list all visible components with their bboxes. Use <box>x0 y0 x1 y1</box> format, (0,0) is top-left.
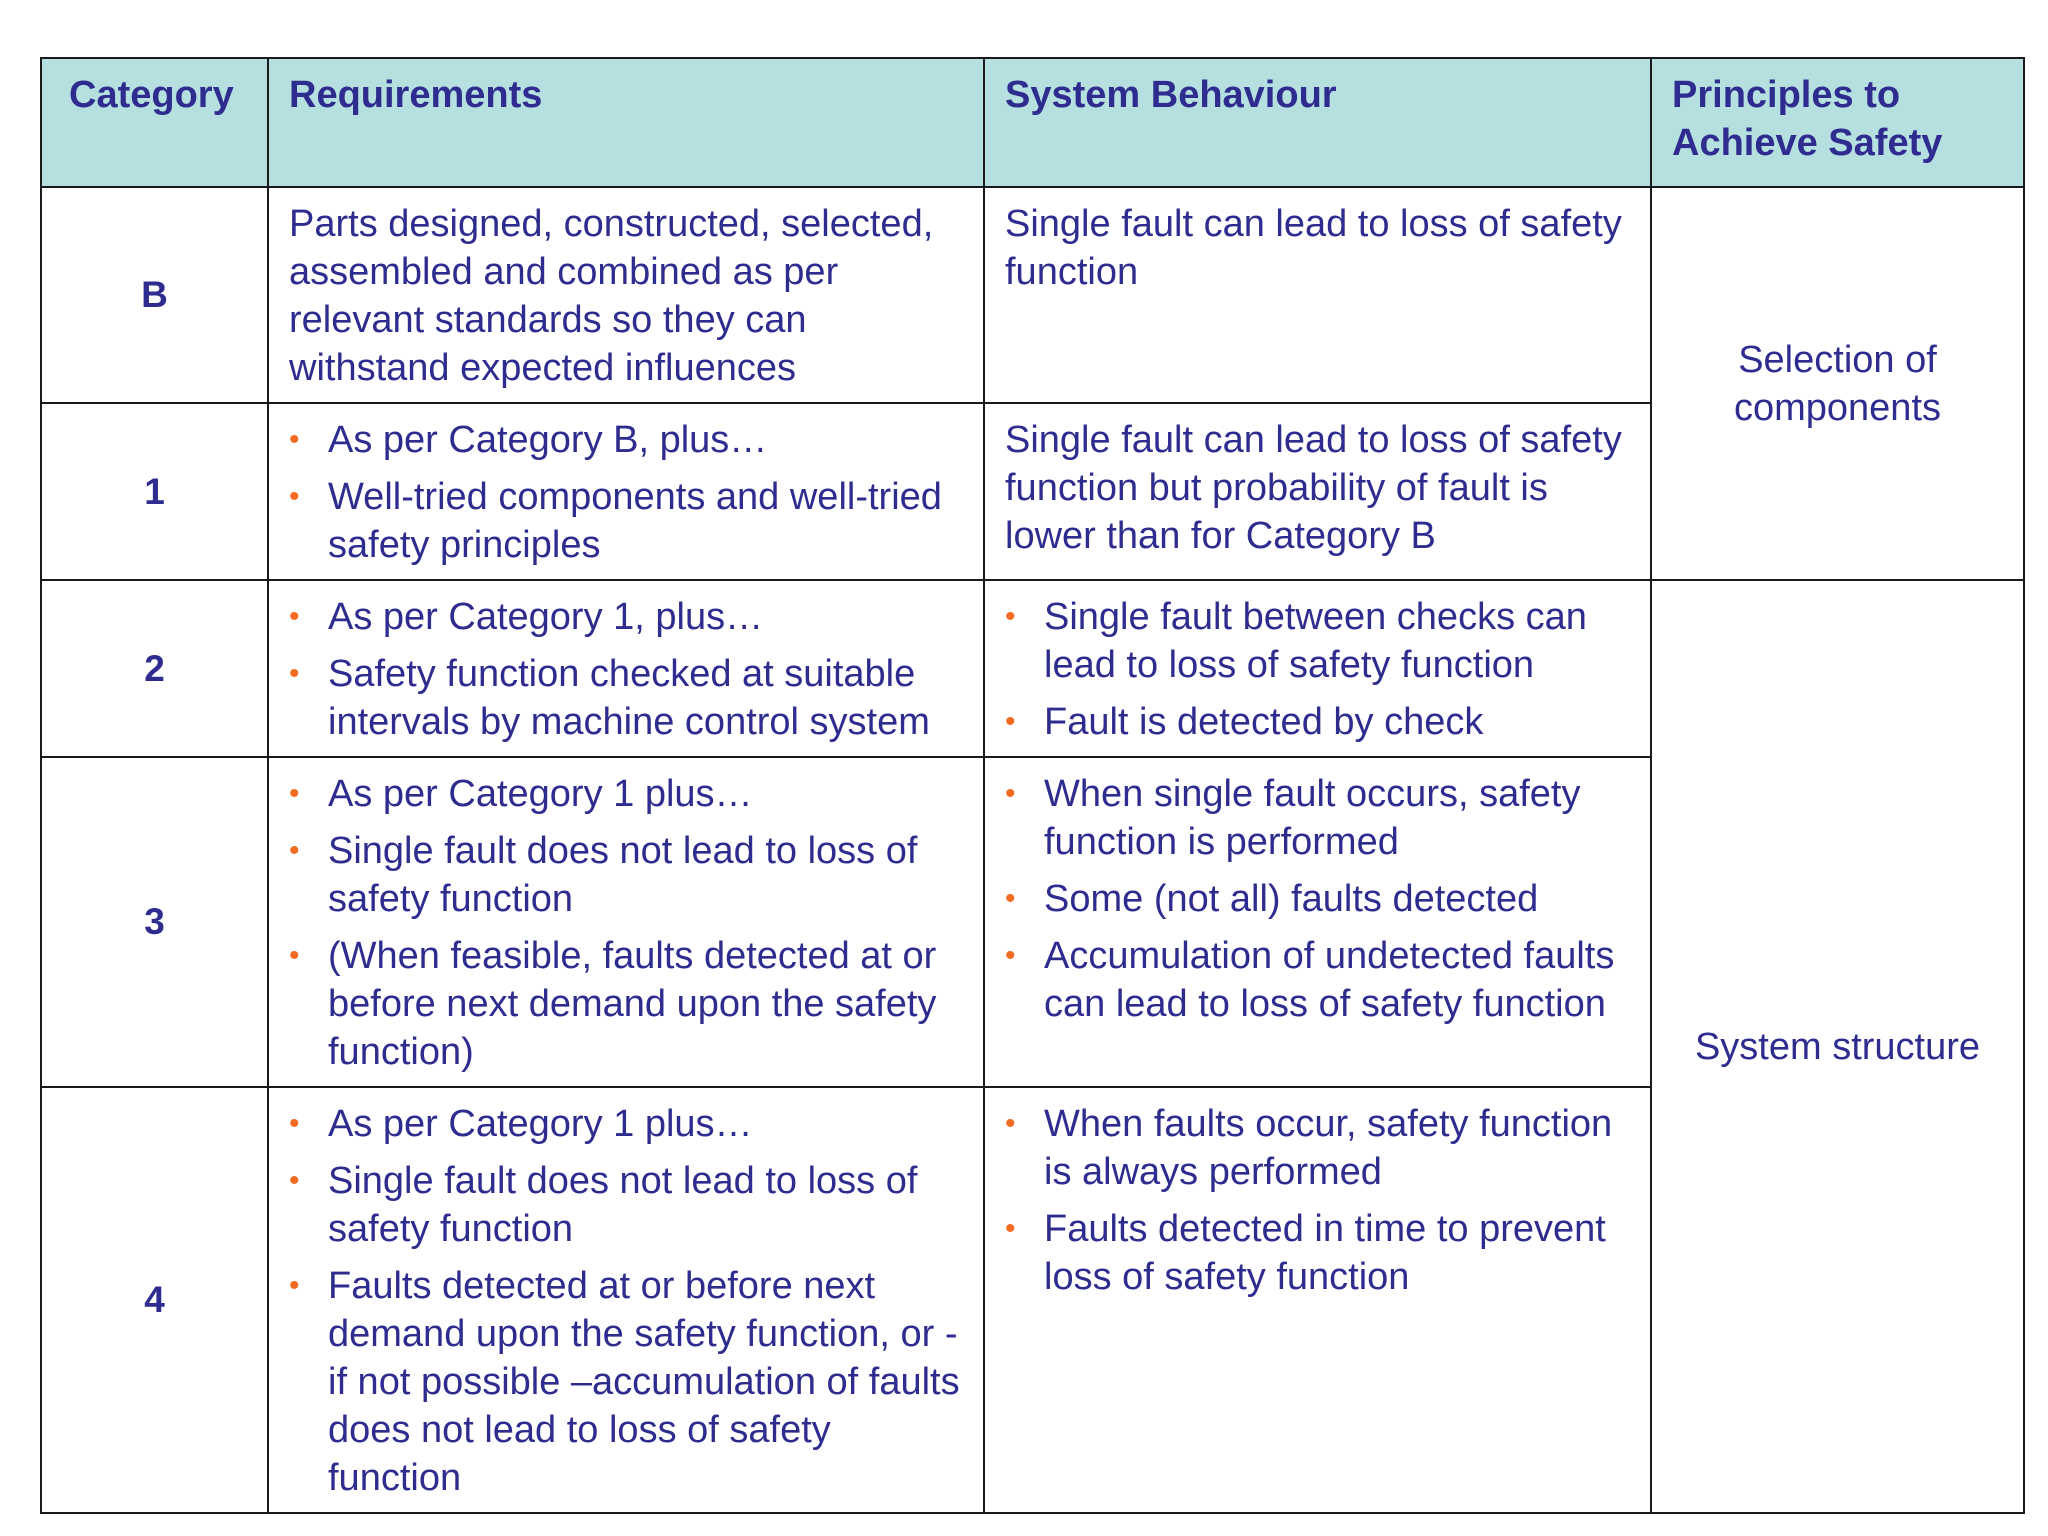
safety-category-table <box>40 57 2025 1514</box>
category-cell: 2 <box>41 580 268 757</box>
requirements-cell <box>268 1087 984 1513</box>
requirements-cell: Parts designed, constructed, selected, assembled and combined as per relevant standards so they can withstand expected influences <box>268 187 984 403</box>
behaviour-cell <box>984 580 1651 757</box>
list-item: • Accumulation of undetected faults can lead to loss of safety function <box>1005 932 1630 1028</box>
list-item: • As per Category B, plus… <box>289 416 963 464</box>
table-row-b <box>41 187 2024 403</box>
requirements-cell <box>268 580 984 757</box>
header-requirements: Requirements <box>268 58 984 187</box>
behaviour-cell: Single fault can lead to loss of safety function <box>984 187 1651 403</box>
header-principles <box>1651 58 2024 187</box>
list-item: • Faults detected at or before next demand upon the safety function, or - if not possible –accumulation of faults does not lead to loss of safety function <box>289 1262 963 1502</box>
category-cell: B <box>41 187 268 403</box>
category-cell: 1 <box>41 403 268 580</box>
category-cell: 3 <box>41 757 268 1087</box>
principle-system-structure: System structure <box>1651 580 2024 1513</box>
header-system-behaviour: System Behaviour <box>984 58 1651 187</box>
list-item: • Safety function checked at suitable intervals by machine control system <box>289 650 963 746</box>
list-item: • Well-tried components and well-tried safety principles <box>289 473 963 569</box>
header-category: Category <box>41 58 268 187</box>
header-principles-line2: Achieve Safety <box>1672 122 1943 164</box>
principle-line: Selection of <box>1738 338 1937 381</box>
list-item: • As per Category 1, plus… <box>289 593 963 641</box>
list-item: • (When feasible, faults detected at or before next demand upon the safety function) <box>289 932 963 1076</box>
list-item: • As per Category 1 plus… <box>289 770 963 818</box>
list-item: • Single fault between checks can lead to loss of safety function <box>1005 593 1630 689</box>
list-item: • When faults occur, safety function is always performed <box>1005 1100 1630 1196</box>
header-principles-line1: Principles to <box>1672 74 1901 116</box>
list-item: • Single fault does not lead to loss of safety function <box>289 827 963 923</box>
principle-line: components <box>1733 386 1941 429</box>
list-item: • Faults detected in time to prevent loss of safety function <box>1005 1205 1630 1301</box>
principle-selection-of-components <box>1651 187 2024 580</box>
table-row-2 <box>41 580 2024 757</box>
requirements-cell <box>268 403 984 580</box>
requirements-cell <box>268 757 984 1087</box>
category-cell: 4 <box>41 1087 268 1513</box>
list-item: • As per Category 1 plus… <box>289 1100 963 1148</box>
behaviour-cell: Single fault can lead to loss of safety function but probability of fault is lower than for Category B <box>984 403 1651 580</box>
list-item: • When single fault occurs, safety function is performed <box>1005 770 1630 866</box>
category-table-frame <box>40 57 2023 1505</box>
list-item: • Fault is detected by check <box>1005 698 1630 746</box>
list-item: • Single fault does not lead to loss of safety function <box>289 1157 963 1253</box>
list-item: • Some (not all) faults detected <box>1005 875 1630 923</box>
header-row <box>41 58 2024 187</box>
behaviour-cell <box>984 757 1651 1087</box>
behaviour-cell <box>984 1087 1651 1513</box>
